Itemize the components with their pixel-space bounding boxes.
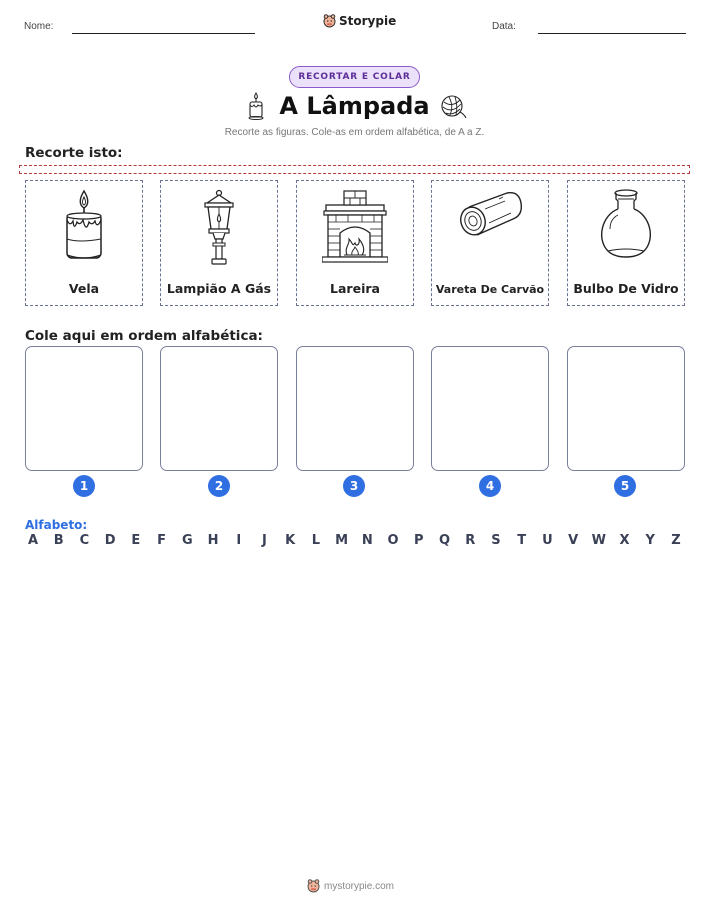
cut-card-bulbo[interactable] xyxy=(567,180,685,306)
paste-box-1[interactable] xyxy=(25,346,143,471)
alphabet-letter-e: E xyxy=(131,533,141,548)
alphabet-letter-m: M xyxy=(335,533,349,548)
alphabet-letter-h: H xyxy=(207,533,219,548)
alphabet-letter-r: R xyxy=(465,533,476,548)
storypie-mascot-icon xyxy=(307,879,320,893)
cut-label-lareira: Lareira xyxy=(330,281,380,296)
cut-strip xyxy=(19,165,690,174)
alphabet-letter-x: X xyxy=(619,533,630,548)
alphabet-letter-l: L xyxy=(311,533,321,548)
paste-heading: Cole aqui em ordem alfabética: xyxy=(25,328,263,344)
cut-label-vareta: Vareta De Carvão xyxy=(435,283,545,296)
cut-card-lampiao[interactable] xyxy=(160,180,278,306)
alphabet-letter-z: Z xyxy=(671,533,681,548)
alphabet-letter-d: D xyxy=(104,533,116,548)
cut-label-bulbo: Bulbo De Vidro xyxy=(573,281,679,296)
paste-box-3[interactable] xyxy=(296,346,414,471)
cut-label-vela: Vela xyxy=(68,281,100,296)
brand-logo xyxy=(323,14,396,28)
charcoal-log-icon xyxy=(455,189,525,249)
alphabet-letter-v: V xyxy=(568,533,579,548)
alphabet-letter-t: T xyxy=(517,533,527,548)
date-line xyxy=(538,33,686,34)
footer xyxy=(307,879,394,893)
gas-lamp-icon xyxy=(197,189,241,267)
alphabet-letter-g: G xyxy=(181,533,193,548)
name-label: Nome: xyxy=(24,21,54,32)
cut-label-lampiao: Lampião A Gás xyxy=(166,281,272,296)
number-badge-4: 4 xyxy=(479,475,501,497)
footer-url: mystorypie.com xyxy=(324,880,395,892)
alphabet-letter-n: N xyxy=(361,533,373,548)
paste-box-4[interactable] xyxy=(431,346,549,471)
page-title: A Lâmpada xyxy=(279,92,430,120)
alphabet-letter-b: B xyxy=(53,533,64,548)
storypie-mascot-icon xyxy=(323,14,336,28)
cut-heading: Recorte isto: xyxy=(25,145,123,161)
number-badge-5: 5 xyxy=(614,475,636,497)
alphabet-letter-c: C xyxy=(79,533,90,548)
alphabet-letter-a: A xyxy=(27,533,39,548)
alphabet-letter-i: I xyxy=(236,533,242,548)
alphabet-letter-y: Y xyxy=(645,533,655,548)
alphabet-title: Alfabeto: xyxy=(25,518,88,532)
glass-bulb-icon xyxy=(598,189,654,261)
name-line xyxy=(72,33,255,34)
alphabet-letter-u: U xyxy=(542,533,553,548)
alphabet-letter-o: O xyxy=(387,533,399,548)
alphabet-row xyxy=(25,533,684,548)
number-badge-2: 2 xyxy=(208,475,230,497)
alphabet-letter-q: Q xyxy=(438,533,451,548)
date-label: Data: xyxy=(492,21,516,32)
candle-icon xyxy=(59,189,109,264)
number-badge-3: 3 xyxy=(343,475,365,497)
yarn-ball-icon xyxy=(440,94,468,120)
number-badge-1: 1 xyxy=(73,475,95,497)
alphabet-letter-k: K xyxy=(285,533,296,548)
paste-box-2[interactable] xyxy=(160,346,278,471)
alphabet-letter-j: J xyxy=(262,533,267,548)
cut-card-vela[interactable] xyxy=(25,180,143,306)
alphabet-letter-f: F xyxy=(157,533,167,548)
paste-box-5[interactable] xyxy=(567,346,685,471)
instructions: Recorte as figuras. Cole-as em ordem alfabética, de A a Z. xyxy=(224,127,485,138)
alphabet-letter-s: S xyxy=(491,533,501,548)
cut-card-vareta[interactable] xyxy=(431,180,549,306)
alphabet-letter-p: P xyxy=(414,533,424,548)
activity-badge: RECORTAR E COLAR xyxy=(289,66,420,88)
cut-card-lareira[interactable] xyxy=(296,180,414,306)
brand-name: Storypie xyxy=(339,14,397,28)
fireplace-icon xyxy=(322,189,388,263)
alphabet-letter-w: W xyxy=(591,533,606,548)
